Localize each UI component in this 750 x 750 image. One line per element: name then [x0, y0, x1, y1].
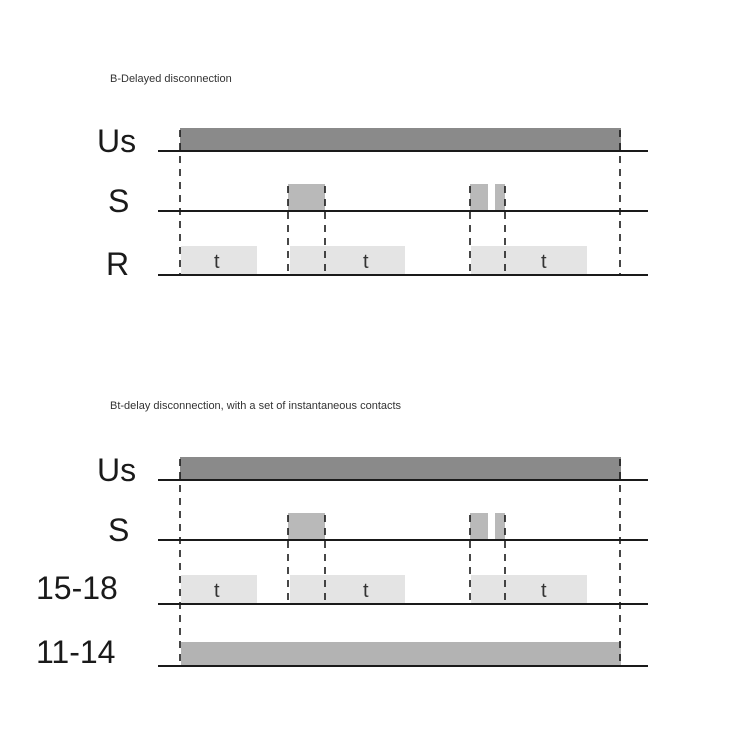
- contact-15-18-box-b: [290, 575, 405, 604]
- timing-label-2a: t: [214, 580, 220, 602]
- s-pulse-1a: [288, 184, 325, 211]
- signal-label-s-2: S: [108, 512, 130, 548]
- diagram-b-delayed-disconnection: [97, 73, 648, 282]
- r-on-box-1c: [471, 246, 587, 275]
- diagram-2-title: Bt-delay disconnection, with a set of instantaneous contacts: [110, 400, 402, 412]
- timing-label-1b: t: [363, 251, 369, 273]
- signal-label-us-2: Us: [97, 452, 137, 488]
- timing-label-1a: t: [214, 251, 220, 273]
- signal-label-11-14: 11-14: [36, 634, 116, 670]
- s-pulse-2a: [288, 513, 325, 540]
- diagram-1-title: B-Delayed disconnection: [110, 73, 232, 85]
- s-pulse-1c: [495, 184, 505, 211]
- signal-label-15-18: 15-18: [36, 570, 118, 606]
- contact-11-14-bar: [181, 642, 621, 666]
- r-on-box-1b: [290, 246, 405, 275]
- contact-15-18-box-c: [471, 575, 587, 604]
- signal-label-us-1: Us: [97, 123, 137, 159]
- signal-label-s-1: S: [108, 183, 130, 219]
- supply-on-bar-2: [180, 457, 621, 480]
- timing-label-2b: t: [363, 580, 369, 602]
- supply-on-bar-1: [180, 128, 621, 151]
- timing-label-1c: t: [541, 251, 547, 273]
- s-pulse-2b: [470, 513, 488, 540]
- diagram-bt-delay-disconnection: [36, 400, 648, 670]
- signal-label-r-1: R: [106, 246, 130, 282]
- timing-label-2c: t: [541, 580, 547, 602]
- s-pulse-2c: [495, 513, 505, 540]
- s-pulse-1b: [470, 184, 488, 211]
